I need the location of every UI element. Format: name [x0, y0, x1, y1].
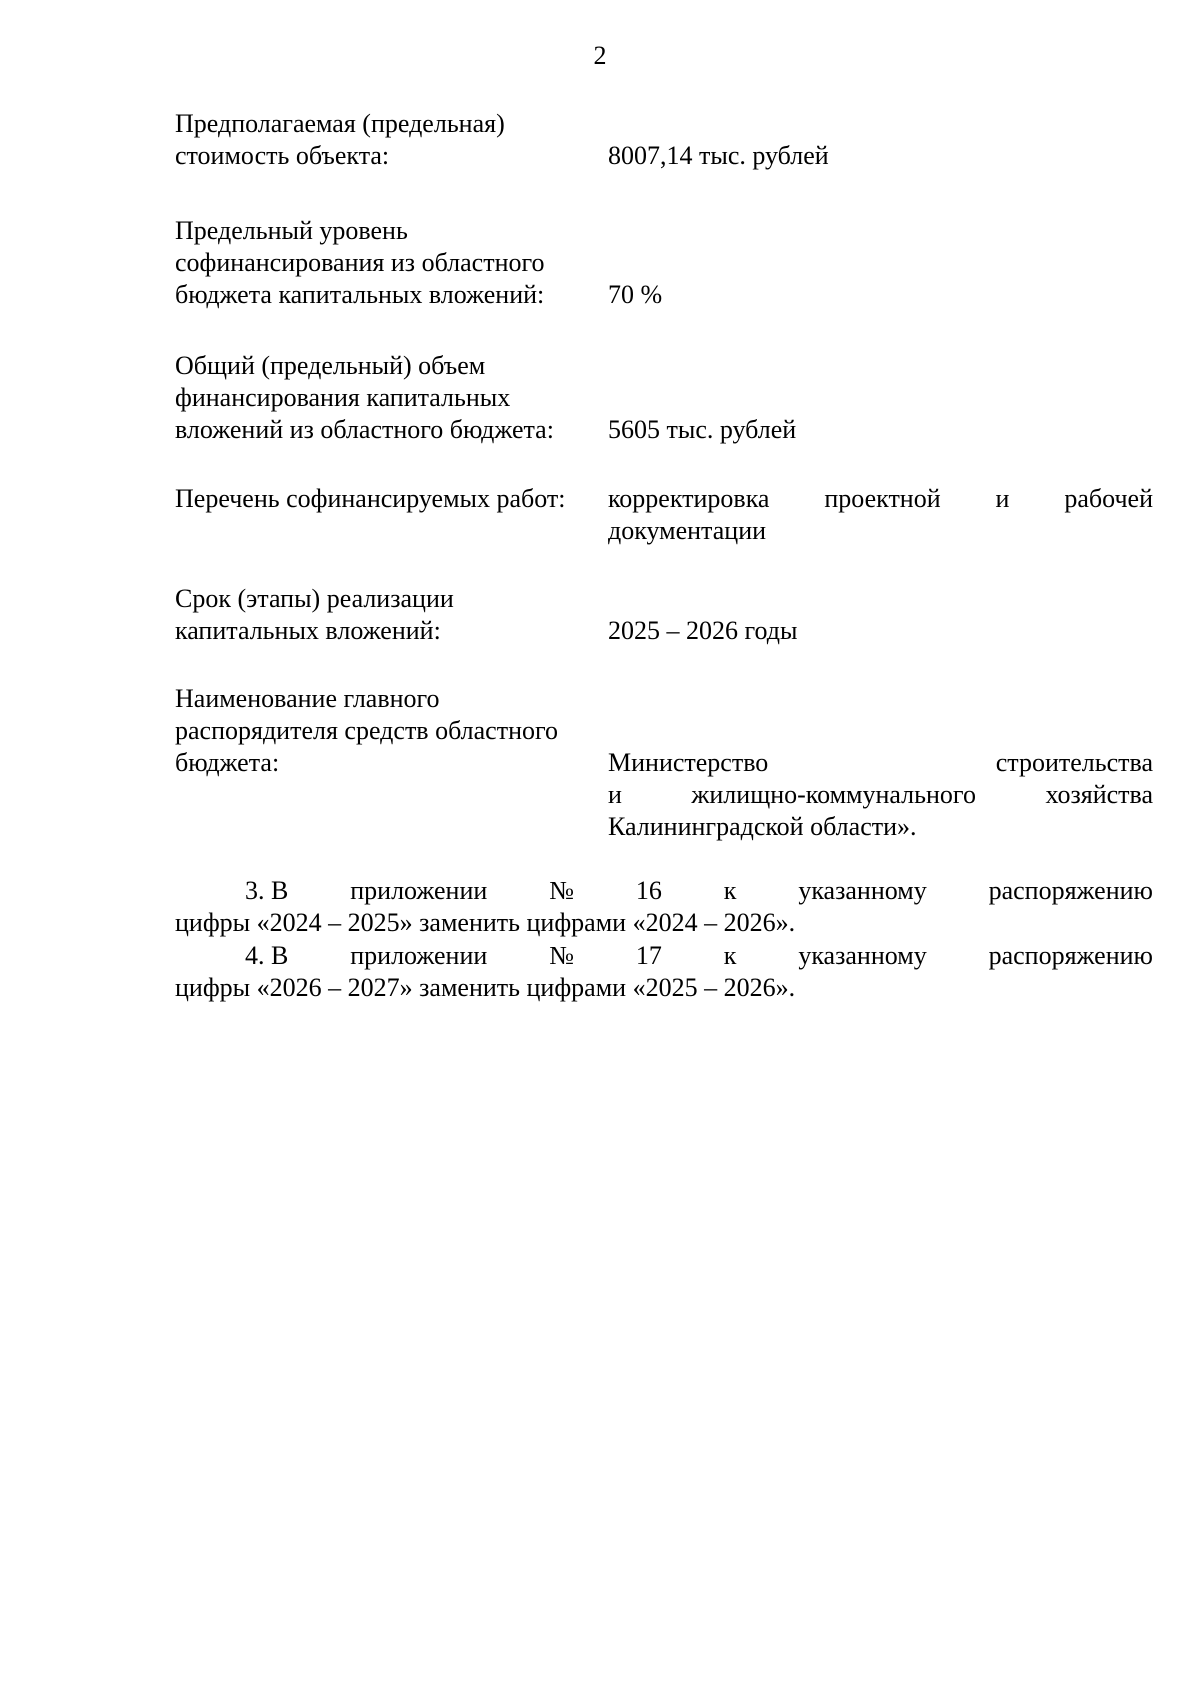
paragraph-word: 3. В: [245, 876, 289, 905]
paragraph-word: 16: [635, 876, 662, 905]
field-value-line: документации: [608, 516, 767, 545]
field-value: 5605 тыс. рублей: [608, 415, 797, 444]
paragraph-item-3: [175, 875, 1153, 939]
paragraph-word: 17: [635, 941, 662, 970]
paragraph-first-line: [175, 940, 1153, 972]
field-value: 70 %: [608, 280, 663, 309]
field-label: Перечень софинансируемых работ:: [175, 484, 566, 513]
field-label: Наименование главного распорядителя средств областного бюджета:: [175, 684, 559, 777]
field-value-line: корректировка проектной и рабочей: [608, 484, 1153, 513]
paragraph-word: приложении: [350, 941, 488, 970]
field-label: Предельный уровень софинансирования из областного бюджета капитальных вложений:: [175, 216, 545, 309]
paragraph-second-line: цифры «2026 – 2027» заменить цифрами «2025 – 2026».: [175, 973, 796, 1002]
paragraph-word: распоряжению: [988, 876, 1153, 905]
field-value: 2025 – 2026 годы: [608, 616, 798, 645]
field-label: Предполагаемая (предельная) стоимость объекта:: [175, 109, 505, 170]
field-value: 8007,14 тыс. рублей: [608, 141, 829, 170]
field-value-line: и жилищно-коммунального хозяйства: [608, 780, 1153, 809]
field-value: [608, 483, 1153, 547]
paragraph-word: 4. В: [245, 941, 289, 970]
field-value: [608, 747, 1153, 843]
paragraph-word: распоряжению: [988, 941, 1153, 970]
paragraph-second-line: цифры «2024 – 2025» заменить цифрами «2024 – 2026».: [175, 908, 796, 937]
paragraph-word: к: [723, 941, 737, 970]
paragraph-word: указанному: [798, 876, 927, 905]
field-label: Срок (этапы) реализации капитальных вложений:: [175, 584, 454, 645]
paragraph-word: указанному: [798, 941, 927, 970]
paragraph-item-4: [175, 940, 1153, 1004]
paragraph-word: №: [549, 941, 574, 970]
paragraph-word: приложении: [350, 876, 488, 905]
field-value-line: Министерство строительства: [608, 748, 1153, 777]
paragraph-first-line: [175, 875, 1153, 907]
paragraph-word: №: [549, 876, 574, 905]
field-value-line: Калининградской области».: [608, 812, 917, 841]
paragraph-word: к: [723, 876, 737, 905]
page-number: 2: [593, 41, 607, 70]
field-label: Общий (предельный) объем финансирования капитальных вложений из областного бюджета:: [175, 351, 554, 444]
